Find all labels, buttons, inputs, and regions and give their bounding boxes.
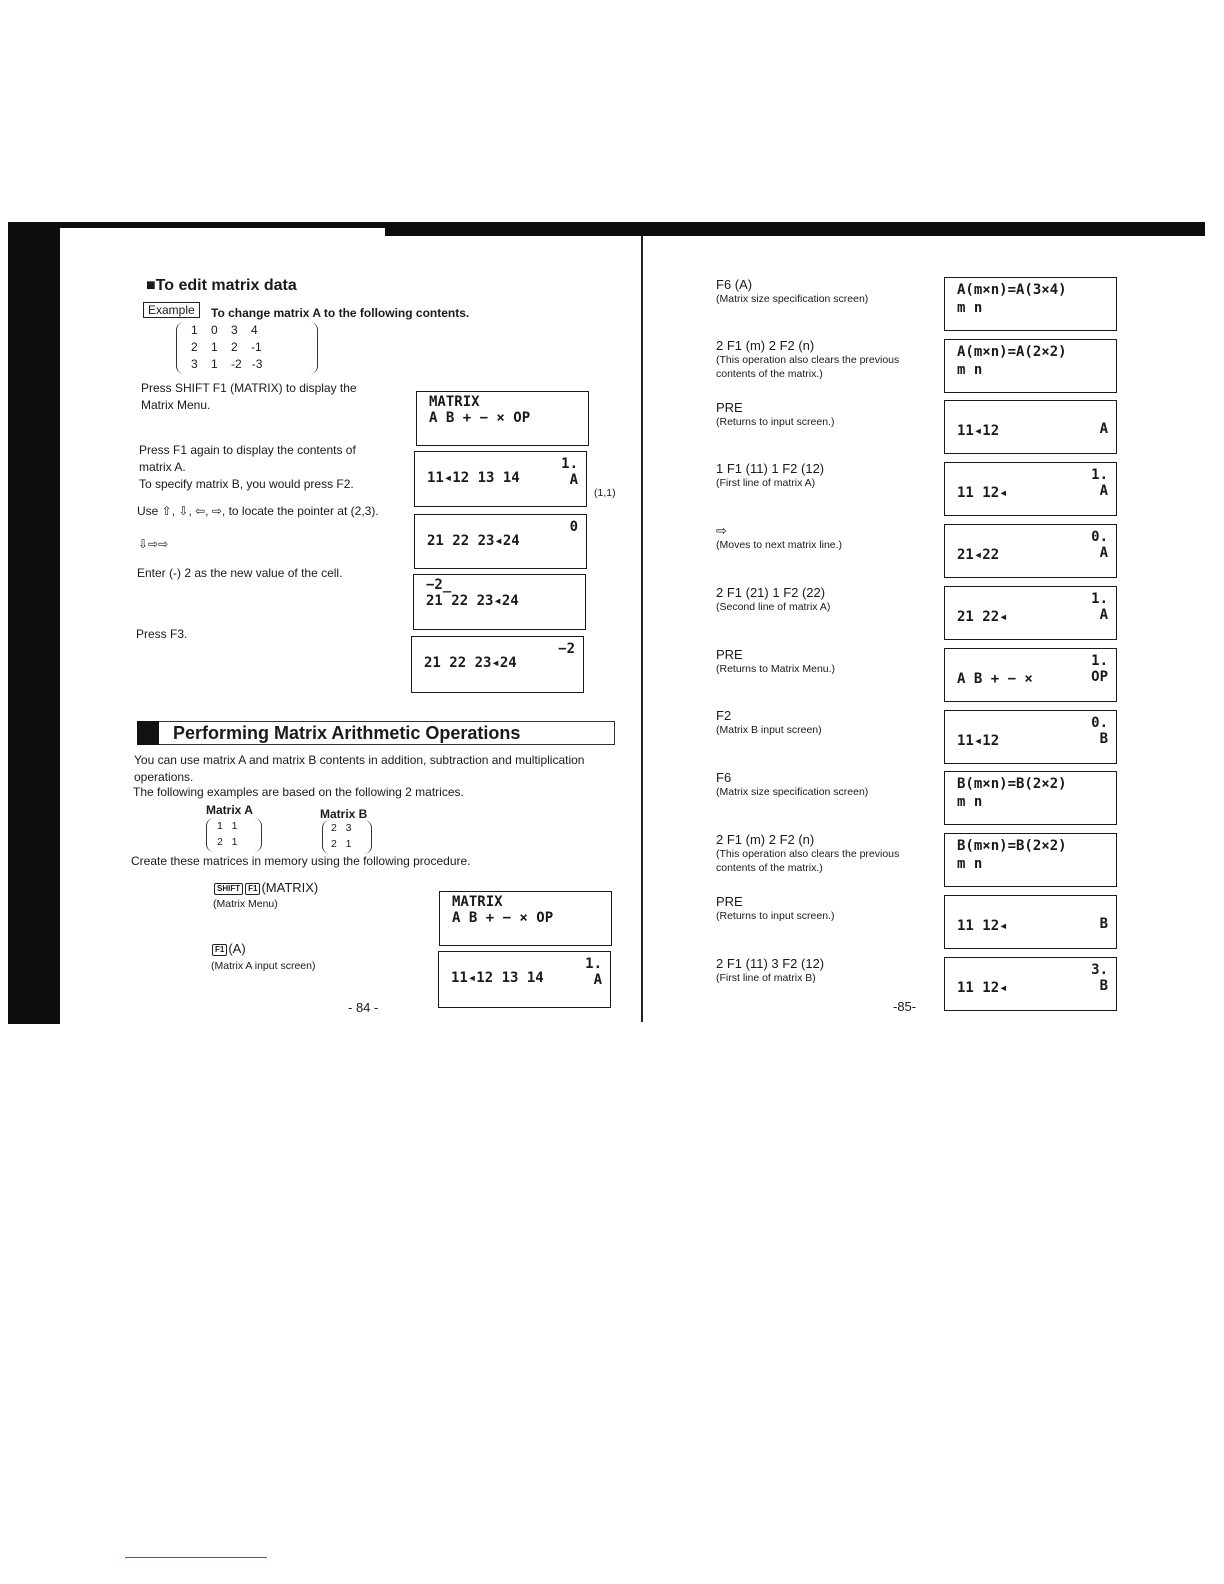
lcd-screen xyxy=(944,957,1117,1011)
lcd-enter-value xyxy=(413,574,586,630)
right-step-keys: F6 xyxy=(716,770,732,785)
lcd-text: B xyxy=(1099,978,1108,994)
proc-2-text: (A) xyxy=(228,941,246,956)
matrix-b-label: Matrix B xyxy=(320,807,368,821)
step-5-text: Press F3. xyxy=(136,627,188,641)
lcd-text: 1. xyxy=(1091,591,1108,607)
paragraph-2: The following examples are based on the following 2 matrices. xyxy=(133,785,464,799)
matrix-a-row-2: 2 1 xyxy=(217,836,238,848)
lcd-screen xyxy=(944,524,1117,578)
f1-key-icon: F1 xyxy=(245,883,260,895)
matrix-row-3: 3 1 -2 -3 xyxy=(191,357,263,371)
page-number-85: -85- xyxy=(893,999,917,1014)
step-1-text: Press SHIFT F1 (MATRIX) to display the Matrix Menu. xyxy=(141,381,357,412)
section-2-title: Performing Matrix Arithmetic Operations xyxy=(173,723,521,743)
lcd-text: A B + − × xyxy=(957,671,1033,687)
lcd-text: A xyxy=(593,972,602,988)
example-label: Example xyxy=(143,302,200,318)
lcd-screen xyxy=(944,339,1117,393)
lcd-screen xyxy=(944,771,1117,825)
lcd-text: m n xyxy=(957,794,983,810)
example-matrix xyxy=(176,322,318,374)
shift-key-icon: SHIFT xyxy=(214,883,243,895)
lcd-text: 21 22 23◂24 xyxy=(426,593,519,609)
paragraph-1: You can use matrix A and matrix B contents in addition, subtraction and multiplication operations. xyxy=(134,753,585,784)
lcd-text: 1. xyxy=(585,956,602,972)
right-step-keys: PRE xyxy=(716,400,743,415)
lcd-value-stored xyxy=(411,636,584,693)
lcd-text: 0. xyxy=(1091,529,1108,545)
proc-1-sub: (Matrix Menu) xyxy=(213,898,278,910)
lcd-text: 1. xyxy=(1091,653,1108,669)
lcd-text: A(m×n)=A(3×4) xyxy=(957,282,1067,298)
lcd-text: A B + − × OP xyxy=(429,410,531,426)
lcd-text: MATRIX xyxy=(429,394,480,410)
page-number-84: - 84 - xyxy=(348,1000,379,1015)
step-4-text: Enter (-) 2 as the new value of the cell. xyxy=(137,566,343,580)
lcd-text: A xyxy=(1099,483,1108,499)
lcd-text: 11 12◂ xyxy=(957,918,1008,934)
example-text: To change matrix A to the following contents. xyxy=(211,306,470,320)
lcd-text: B xyxy=(1099,916,1108,932)
matrix-a-row-1: 1 1 xyxy=(217,820,238,832)
book-spine xyxy=(641,236,643,1022)
proc-1-text: (MATRIX) xyxy=(261,880,319,895)
scan-edge-top xyxy=(385,222,1205,236)
lcd-matrix-menu-2 xyxy=(439,891,612,946)
proc-2 xyxy=(211,941,246,956)
matrix-row-1: 1 0 3 4 xyxy=(191,323,258,337)
lcd-text: 11◂12 13 14 xyxy=(451,970,544,986)
step-3-text: Use ⇧, ⇩, ⇦, ⇨, to locate the pointer at (2,3). xyxy=(137,504,379,518)
lcd-text: 21 22◂ xyxy=(957,609,1008,625)
right-step-keys: 1 F1 (11) 1 F2 (12) xyxy=(716,461,825,476)
proc-2-sub: (Matrix A input screen) xyxy=(211,960,316,972)
lcd-text: A(m×n)=A(2×2) xyxy=(957,344,1067,360)
right-step-keys: PRE xyxy=(716,647,743,662)
lcd-text: 21◂22 xyxy=(957,547,1000,563)
right-step-keys: 2 F1 (m) 2 F2 (n) xyxy=(716,832,815,847)
step-2b-text: To specify matrix B, you would press F2. xyxy=(139,477,354,491)
matrix-b-row-1: 2 3 xyxy=(331,822,352,834)
right-step-keys: 2 F1 (11) 3 F2 (12) xyxy=(716,956,825,971)
lcd-text: 11 12◂ xyxy=(957,485,1008,501)
paragraph-3: Create these matrices in memory using the following procedure. xyxy=(131,854,471,868)
lcd-screen xyxy=(944,400,1117,454)
lcd-text: 11◂12 13 14 xyxy=(427,470,520,486)
matrix-b-row-2: 2 1 xyxy=(331,838,352,850)
lcd-pointer-23 xyxy=(414,514,587,569)
lcd-text: 11◂12 xyxy=(957,423,1000,439)
lcd-text: A xyxy=(569,472,578,488)
lcd-screen xyxy=(944,462,1117,516)
right-step-desc: (Matrix size specification screen) xyxy=(716,293,869,305)
lcd-screen xyxy=(944,648,1117,702)
step-3-keys: ⇩⇨⇨ xyxy=(138,537,169,551)
coord-note: (1,1) xyxy=(594,487,616,499)
lcd-text: 1. xyxy=(1091,467,1108,483)
lcd-text: A xyxy=(1099,607,1108,623)
lcd-text: 11◂12 xyxy=(957,733,1000,749)
banner-block xyxy=(137,721,159,745)
lcd-text: 1. xyxy=(561,456,578,472)
lcd-text: A B + − × OP xyxy=(452,910,554,926)
proc-1 xyxy=(213,880,318,895)
matrix-row-2: 2 1 2 -1 xyxy=(191,340,262,354)
right-step-desc: (Second line of matrix A) xyxy=(716,601,831,613)
right-step-desc: (This operation also clears the previous contents of the matrix.) xyxy=(716,848,900,874)
lcd-screen xyxy=(944,586,1117,640)
lcd-text: B xyxy=(1099,731,1108,747)
right-step-keys: PRE xyxy=(716,894,743,909)
step-2a-text: Press F1 again to display the contents of matrix A. xyxy=(139,443,356,474)
right-step-desc: (First line of matrix A) xyxy=(716,477,816,489)
right-step-desc: (Returns to input screen.) xyxy=(716,910,835,922)
lcd-matrix-a-view xyxy=(414,451,587,507)
matrix-a xyxy=(206,818,262,852)
lcd-text: B(m×n)=B(2×2) xyxy=(957,838,1067,854)
lcd-text: B(m×n)=B(2×2) xyxy=(957,776,1067,792)
right-step-desc: (Moves to next matrix line.) xyxy=(716,539,843,551)
lcd-text: MATRIX xyxy=(452,894,503,910)
lcd-matrix-a-input xyxy=(438,951,611,1008)
right-step-desc: (Returns to input screen.) xyxy=(716,416,835,428)
right-step-desc: (Matrix B input screen) xyxy=(716,724,822,736)
scan-edge-top-left xyxy=(60,222,390,228)
right-step-keys: ⇨ xyxy=(716,523,727,538)
right-step-desc: (Matrix size specification screen) xyxy=(716,786,869,798)
lcd-text: m n xyxy=(957,300,983,316)
right-step-keys: F6 (A) xyxy=(716,277,753,292)
lcd-screen xyxy=(944,833,1117,887)
right-step-keys: 2 F1 (21) 1 F2 (22) xyxy=(716,585,826,600)
lcd-screen xyxy=(944,895,1117,949)
section-banner xyxy=(137,721,615,745)
right-step-desc: (Returns to Matrix Menu.) xyxy=(716,663,836,675)
right-step-desc: (This operation also clears the previous contents of the matrix.) xyxy=(716,354,900,380)
lcd-text: 21 22 23◂24 xyxy=(427,533,520,549)
lcd-matrix-menu-1 xyxy=(416,391,589,446)
lcd-text: A xyxy=(1099,421,1108,437)
footer-rule xyxy=(125,1557,267,1558)
lcd-text: 21 22 23◂24 xyxy=(424,655,517,671)
lcd-text: m n xyxy=(957,856,983,872)
lcd-text: OP xyxy=(1091,669,1108,685)
lcd-text: −2_ xyxy=(426,577,452,593)
lcd-text: m n xyxy=(957,362,983,378)
section-title: ■To edit matrix data xyxy=(146,277,297,294)
matrix-b xyxy=(322,820,372,854)
lcd-text: −2 xyxy=(558,641,575,657)
right-step-keys: F2 xyxy=(716,708,732,723)
right-step-keys: 2 F1 (m) 2 F2 (n) xyxy=(716,338,815,353)
lcd-text: 11 12◂ xyxy=(957,980,1008,996)
lcd-screen xyxy=(944,710,1117,764)
f1-key-icon: F1 xyxy=(212,944,227,956)
lcd-text: 0 xyxy=(569,519,578,535)
matrix-a-label: Matrix A xyxy=(206,803,253,817)
scan-edge-left xyxy=(8,222,60,1024)
lcd-text: 3. xyxy=(1091,962,1108,978)
right-step-desc: (First line of matrix B) xyxy=(716,972,816,984)
lcd-text: A xyxy=(1099,545,1108,561)
lcd-text: 0. xyxy=(1091,715,1108,731)
lcd-screen xyxy=(944,277,1117,331)
